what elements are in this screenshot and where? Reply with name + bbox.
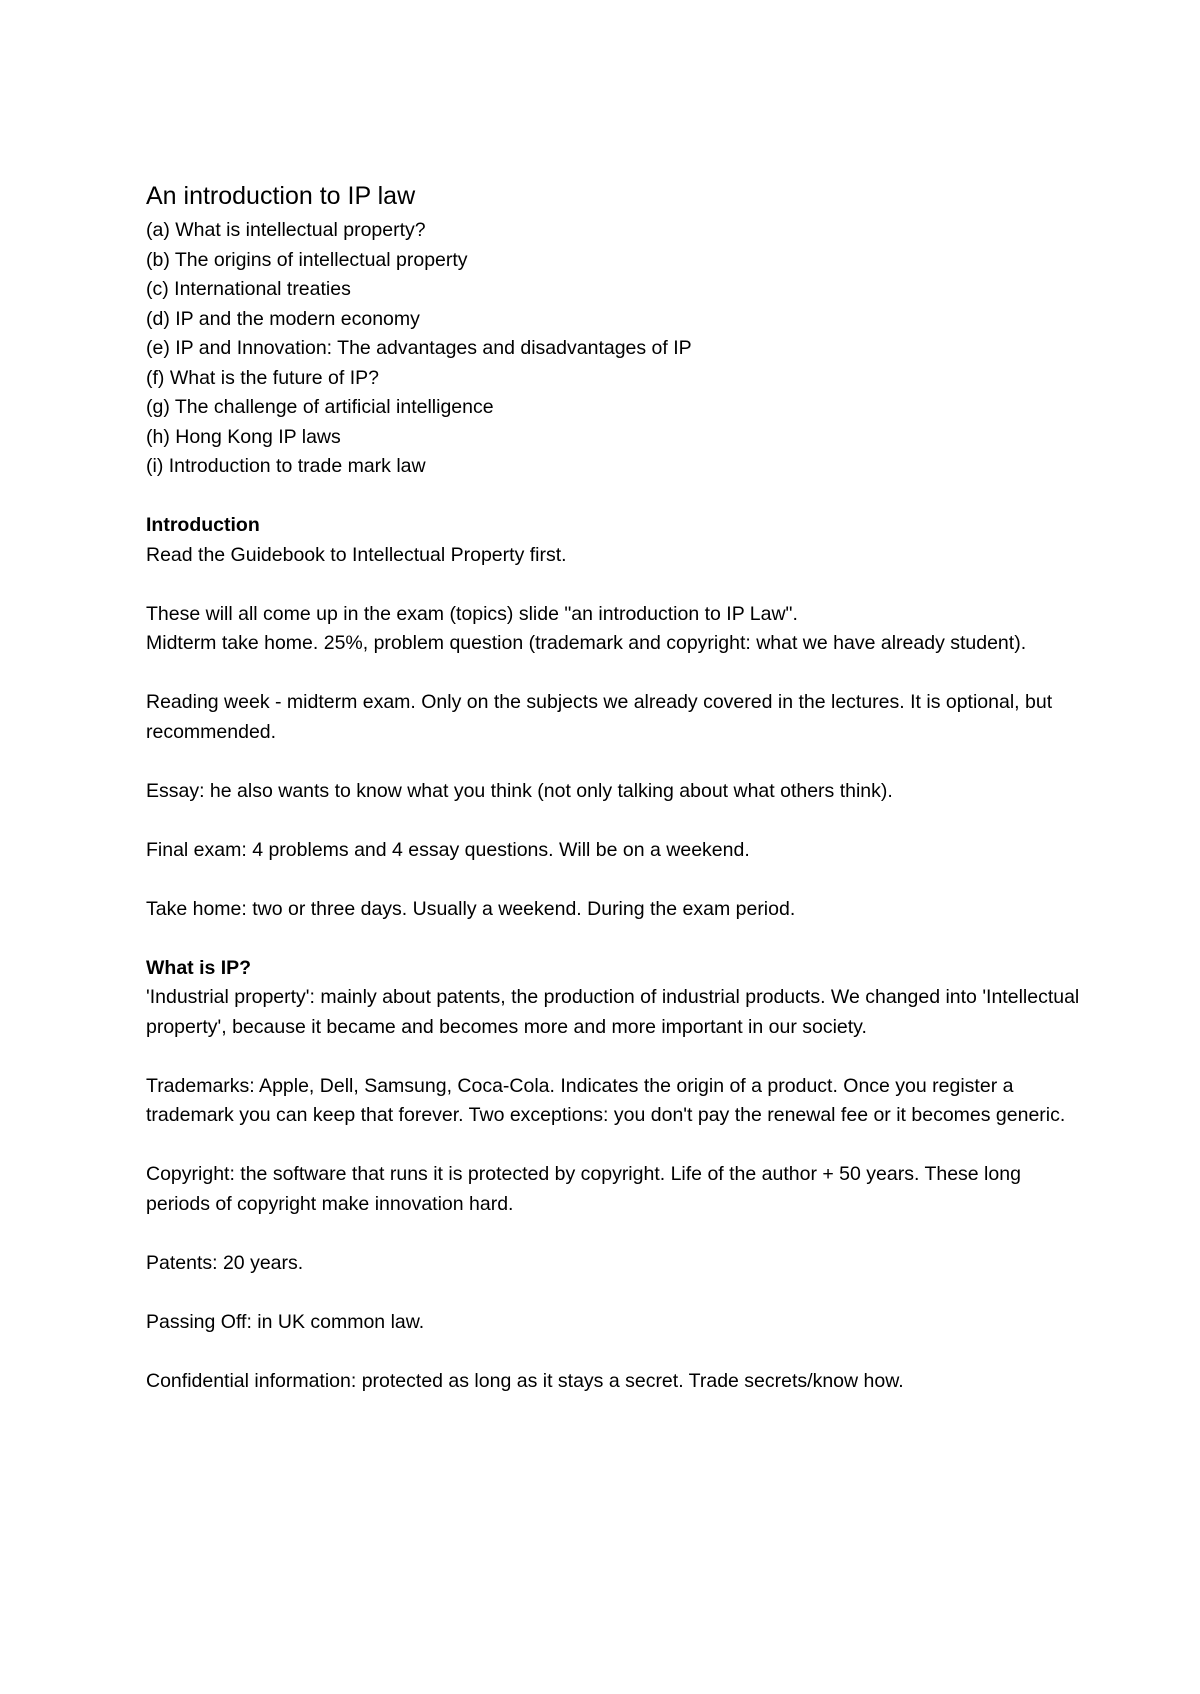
spacer	[146, 1219, 1086, 1249]
ip-paragraph-confidential-information: Confidential information: protected as long as it stays a secret. Trade secrets/know how.	[146, 1369, 904, 1392]
introduction-heading: Introduction	[146, 514, 260, 536]
ip-paragraph-copyright: Copyright: the software that runs it is protected by copyright. Life of the author + 50 years. These long periods of copyright make innovation hard.	[146, 1163, 1021, 1215]
spacer	[146, 1131, 1086, 1161]
topic-item-i: (i) Introduction to trade mark law	[146, 455, 426, 477]
intro-paragraph-guidebook: Read the Guidebook to Intellectual Property first.	[146, 543, 567, 566]
ip-paragraph-trademarks: Trademarks: Apple, Dell, Samsung, Coca-Cola. Indicates the origin of a product. Once you register a trademark you can keep that forever. Two exceptions: you don't pay the renewal fee or it becomes generic.	[146, 1074, 1066, 1126]
topic-item-c: (c) International treaties	[146, 278, 351, 300]
spacer	[146, 570, 1086, 600]
topic-item-h: (h) Hong Kong IP laws	[146, 425, 341, 448]
topic-item-g: (g) The challenge of artificial intelligence	[146, 396, 494, 418]
intro-paragraph-midterm: Midterm take home. 25%, problem question (trademark and copyright: what we have already student).	[146, 632, 1027, 654]
spacer	[146, 806, 1086, 836]
intro-paragraph-exam-topics: These will all come up in the exam (topics) slide "an introduction to IP Law".	[146, 602, 798, 625]
spacer	[146, 1278, 1086, 1308]
spacer	[146, 1042, 1086, 1072]
topic-item-f: (f) What is the future of IP?	[146, 366, 380, 389]
ip-paragraph-industrial-property: 'Industrial property': mainly about patents, the production of industrial products. We changed into 'Intellectual property', because it became and becomes more and more important in our society.	[146, 986, 1080, 1038]
intro-paragraph-final-exam: Final exam: 4 problems and 4 essay questions. Will be on a weekend.	[146, 838, 750, 861]
spacer	[146, 482, 1086, 512]
intro-paragraph-reading-week: Reading week - midterm exam. Only on the subjects we already covered in the lectures. It is optional, but recommended.	[146, 691, 1053, 743]
document-title: An introduction to IP law	[146, 182, 416, 210]
spacer	[146, 924, 1086, 954]
intro-paragraph-essay: Essay: he also wants to know what you think (not only talking about what others think).	[146, 779, 893, 802]
ip-paragraph-patents: Patents: 20 years.	[146, 1251, 304, 1274]
ip-paragraph-passing-off: Passing Off: in UK common law.	[146, 1310, 425, 1333]
topic-item-d: (d) IP and the modern economy	[146, 307, 420, 330]
intro-paragraph-take-home: Take home: two or three days. Usually a weekend. During the exam period.	[146, 897, 796, 920]
document-page	[146, 178, 1086, 1396]
spacer	[146, 659, 1086, 689]
topic-item-a: (a) What is intellectual property?	[146, 219, 426, 241]
what-is-ip-heading: What is IP?	[146, 956, 252, 979]
spacer	[146, 865, 1086, 895]
topic-item-b: (b) The origins of intellectual property	[146, 248, 468, 271]
topic-item-e: (e) IP and Innovation: The advantages and disadvantages of IP	[146, 337, 692, 359]
spacer	[146, 747, 1086, 777]
topics-list	[146, 216, 1086, 482]
spacer	[146, 1337, 1086, 1367]
